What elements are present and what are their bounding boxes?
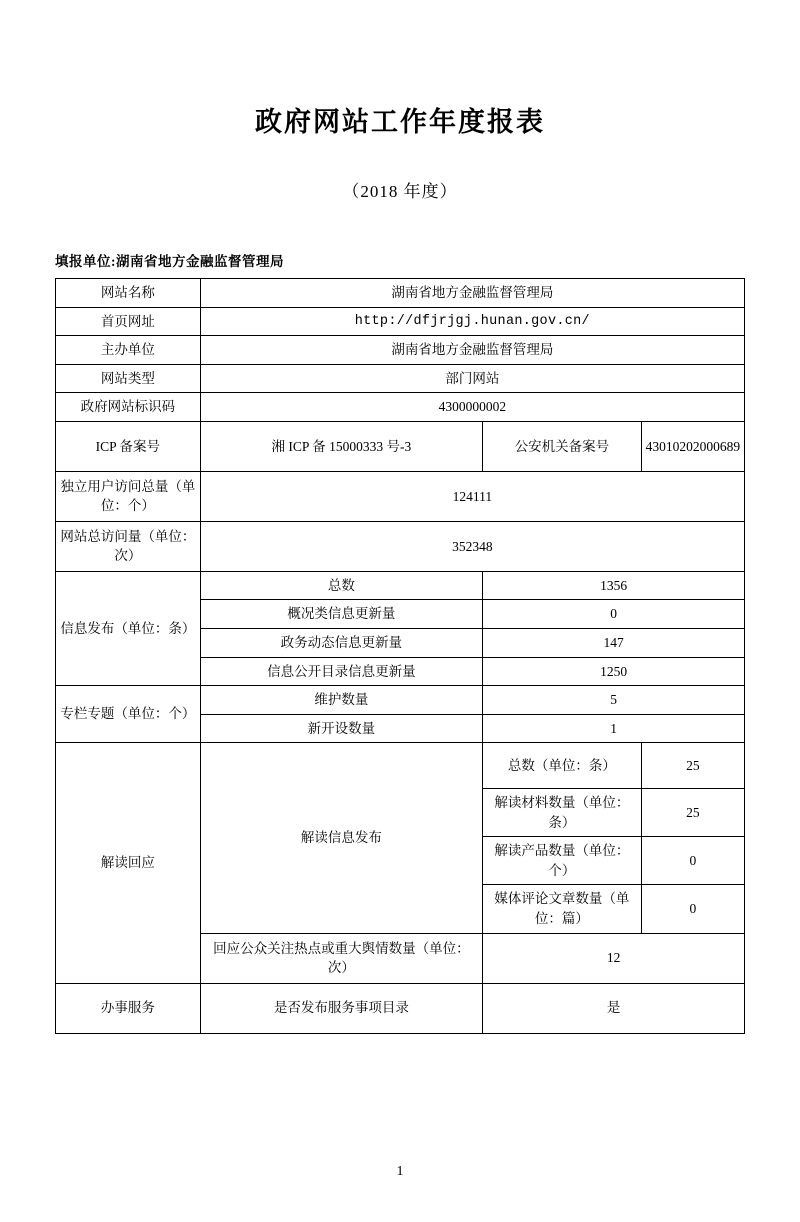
icp-label: ICP 备案号 [56, 421, 201, 471]
column-row-name: 维护数量 [200, 686, 482, 715]
column-row-value: 5 [483, 686, 745, 715]
interpret-publish-label: 解读信息发布 [200, 743, 482, 933]
publish-row-value: 0 [483, 600, 745, 629]
table-row [56, 521, 745, 571]
unique-visitors-value: 124111 [200, 471, 744, 521]
document-page [0, 100, 800, 1222]
page-number: 1 [396, 1164, 404, 1179]
filler-unit-line: 填报单位:湖南省地方金融监督管理局 [55, 254, 284, 269]
police-record-label: 公安机关备案号 [483, 421, 641, 471]
unique-visitors-label: 独立用户访问总量（单位：个） [56, 471, 201, 521]
interpret-row-name: 解读材料数量（单位：条） [483, 789, 641, 837]
response-hotspot-value: 12 [483, 933, 745, 983]
interpret-row-name: 媒体评论文章数量（单位：篇） [483, 885, 641, 933]
interpret-row-name: 解读产品数量（单位：个） [483, 837, 641, 885]
publish-row-name: 总数 [200, 571, 482, 600]
interpret-row-name: 总数（单位：条） [483, 743, 641, 789]
publish-label: 信息发布（单位：条） [56, 571, 201, 685]
site-code-label: 政府网站标识码 [56, 393, 201, 422]
interpret-row-value: 25 [641, 743, 744, 789]
publish-row-value: 1250 [483, 657, 745, 686]
table-row [56, 983, 745, 1033]
table-row [56, 364, 745, 393]
site-name-label: 网站名称 [56, 279, 201, 308]
site-type-label: 网站类型 [56, 364, 201, 393]
homepage-label: 首页网址 [56, 307, 201, 336]
police-record-value: 43010202000689 [641, 421, 744, 471]
interpret-row-value: 0 [641, 837, 744, 885]
host-unit-label: 主办单位 [56, 336, 201, 365]
site-code-value: 4300000002 [200, 393, 744, 422]
site-type-value: 部门网站 [200, 364, 744, 393]
site-name-value: 湖南省地方金融监督管理局 [200, 279, 744, 308]
publish-row-value: 1356 [483, 571, 745, 600]
interpret-response-label: 解读回应 [56, 743, 201, 983]
service-row-name: 是否发布服务事项目录 [200, 983, 482, 1033]
publish-row-name: 概况类信息更新量 [200, 600, 482, 629]
response-hotspot-label: 回应公众关注热点或重大舆情数量（单位：次） [200, 933, 482, 983]
page-subtitle: （2018 年度） [342, 182, 458, 201]
table-row [56, 421, 745, 471]
table-row [56, 393, 745, 422]
interpret-row-value: 0 [641, 885, 744, 933]
table-row [56, 743, 745, 789]
table-row [56, 471, 745, 521]
interpret-row-value: 25 [641, 789, 744, 837]
column-topic-label: 专栏专题（单位：个） [56, 686, 201, 743]
column-row-name: 新开设数量 [200, 714, 482, 743]
total-visits-value: 352348 [200, 521, 744, 571]
table-row [56, 686, 745, 715]
table-row [56, 571, 745, 600]
publish-row-name: 信息公开目录信息更新量 [200, 657, 482, 686]
annual-report-table [55, 278, 745, 1034]
table-row [56, 336, 745, 365]
table-row [56, 279, 745, 308]
publish-row-name: 政务动态信息更新量 [200, 628, 482, 657]
service-label: 办事服务 [56, 983, 201, 1033]
homepage-value: http://dfjrjgj.hunan.gov.cn/ [200, 307, 744, 336]
table-row [56, 307, 745, 336]
publish-row-value: 147 [483, 628, 745, 657]
page-title: 政府网站工作年度报表 [255, 107, 545, 138]
icp-value: 湘 ICP 备 15000333 号-3 [200, 421, 482, 471]
service-row-value: 是 [483, 983, 745, 1033]
host-unit-value: 湖南省地方金融监督管理局 [200, 336, 744, 365]
total-visits-label: 网站总访问量（单位：次） [56, 521, 201, 571]
column-row-value: 1 [483, 714, 745, 743]
